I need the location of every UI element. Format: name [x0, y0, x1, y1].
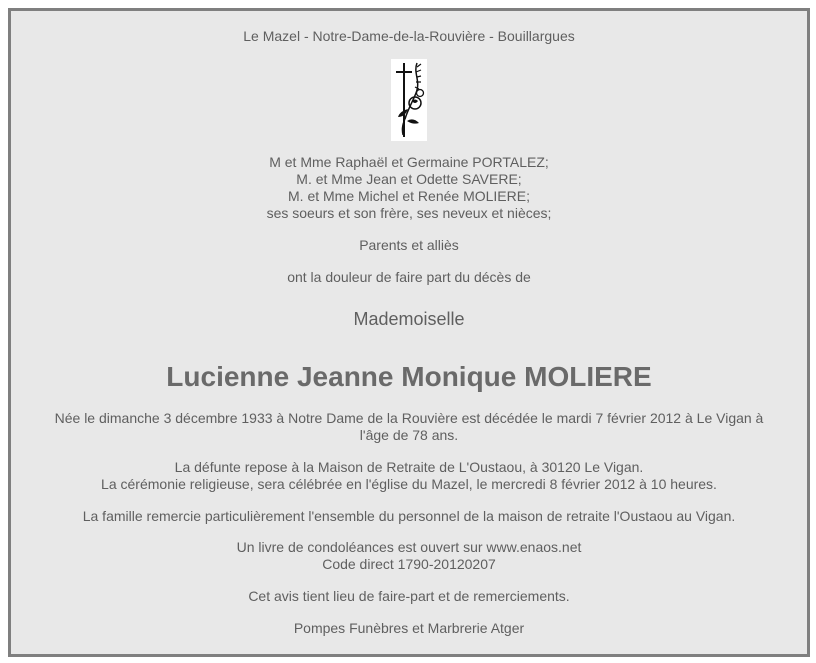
location-header: Le Mazel - Notre-Dame-de-la-Rouvière - Bouillargues	[243, 28, 575, 44]
ceremony-line: La défunte repose à la Maison de Retraite de L'Oustaou, à 30120 Le Vigan.	[174, 459, 644, 475]
ceremony-line: La cérémonie religieuse, sera célébrée en l'église du Mazel, le mercredi 8 février 2012 à 10 heures.	[101, 476, 717, 492]
birth-death-line: l'âge de 78 ans.	[359, 427, 459, 443]
family-line: M. et Mme Jean et Odette SAVERE;	[296, 171, 522, 187]
cross-with-flowers-icon	[391, 59, 427, 141]
notice-line: Cet avis tient lieu de faire-part et de remerciements.	[248, 588, 570, 604]
deceased-name: Lucienne Jeanne Monique MOLIERE	[166, 361, 652, 392]
funeral-home: Pompes Funèbres et Marbrerie Atger	[293, 620, 525, 636]
family-line: ses soeurs et son frère, ses neveux et nièces;	[266, 205, 552, 221]
birth-death-line: Née le dimanche 3 décembre 1933 à Notre Dame de la Rouvière est décédée le mardi 7 février 2012 à Le Vigan à	[54, 410, 764, 426]
obituary-notice	[8, 8, 810, 657]
family-line: M et Mme Raphaël et Germaine PORTALEZ;	[269, 154, 549, 170]
honorific: Mademoiselle	[353, 309, 465, 329]
family-line: M. et Mme Michel et Renée MOLIERE;	[288, 188, 530, 204]
relatives-line: Parents et alliès	[359, 237, 459, 253]
condolences-code: Code direct 1790-20120207	[322, 556, 496, 572]
condolences-line: Un livre de condoléances est ouvert sur www.enaos.net	[236, 539, 582, 555]
announcement-line: ont la douleur de faire part du décès de	[287, 269, 531, 285]
thanks-line: La famille remercie particulièrement l'ensemble du personnel de la maison de retraite l'Oustaou au Vigan.	[82, 508, 736, 524]
